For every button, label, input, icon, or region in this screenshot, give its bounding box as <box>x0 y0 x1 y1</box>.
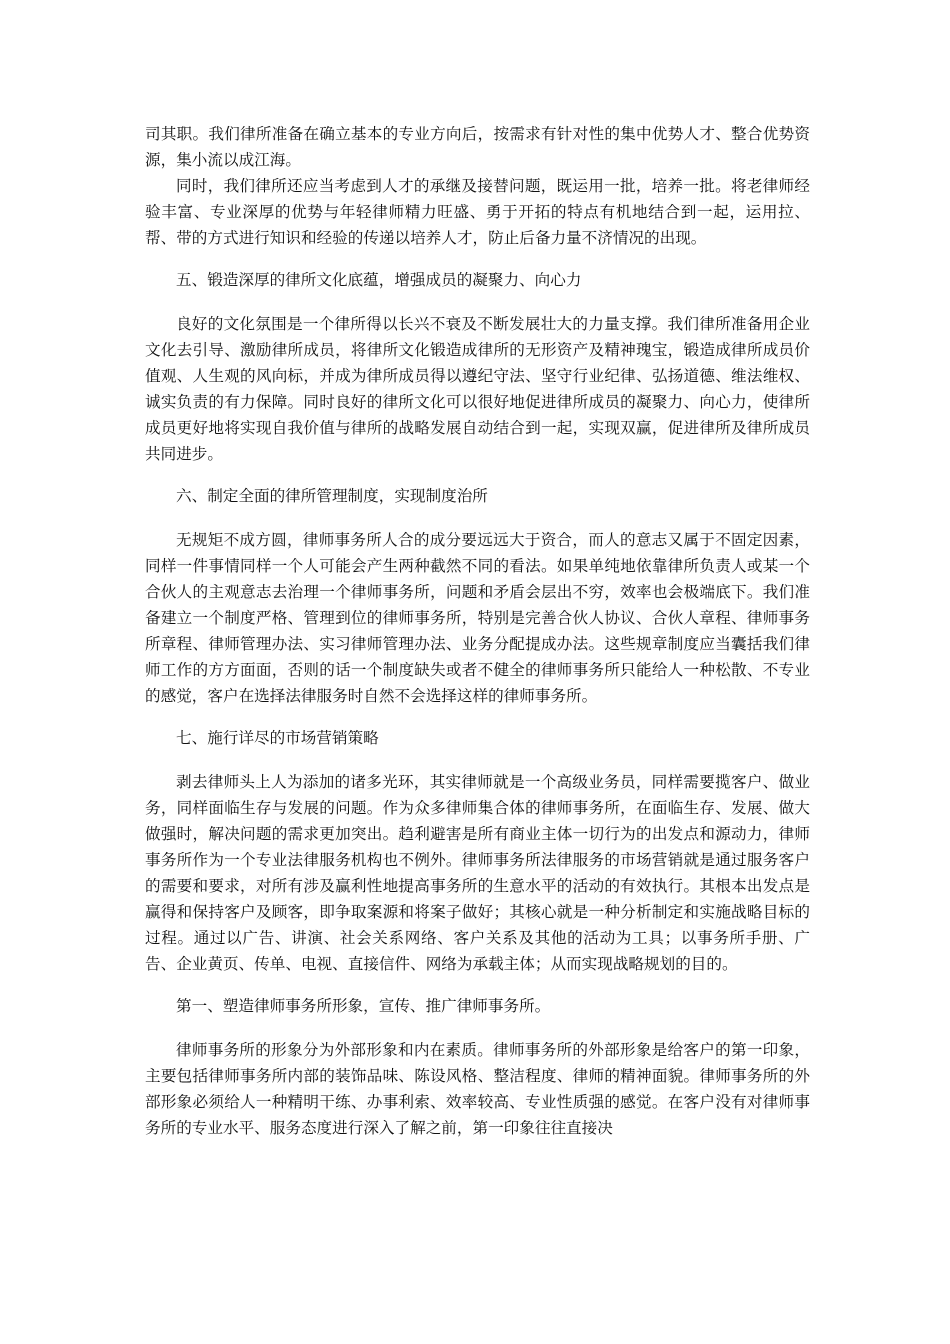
paragraph: 剥去律师头上人为添加的诸多光环，其实律师就是一个高级业务员，同样需要揽客户、做业务，同样面临生存与发展的问题。作为众多律师集合体的律师事务所，在面临生存、发展、做大做强时，解决问题的需求更加突出。趋利避害是所有商业主体一切行为的出发点和源动力，律师事务所作为一个专业法律服务机构也不例外。律师事务所法律服务的市场营销就是通过服务客户的需要和要求，对所有涉及赢利性地提高事务所的生意水平的活动的有效执行。其根本出发点是赢得和保持客户及顾客，即争取案源和将案子做好；其核心就是一种分析制定和实施战略目标的过程。通过以广告、讲演、社会关系网络、客户关系及其他的活动为工具；以事务所手册、广告、企业黄页、传单、电视、直接信件、网络为承载主体；从而实现战略规划的目的。 <box>145 773 810 973</box>
subsection-heading: 第一、塑造律师事务所形象，宣传、推广律师事务所。 <box>176 997 551 1015</box>
section-heading: 五、锻造深厚的律所文化底蕴，增强成员的凝聚力、向心力 <box>176 271 582 289</box>
document-page <box>145 121 810 1141</box>
section-heading: 六、制定全面的律所管理制度，实现制度治所 <box>176 487 488 505</box>
paragraph: 同时，我们律所还应当考虑到人才的承继及接替问题，既运用一批，培养一批。将老律师经验丰富、专业深厚的优势与年轻律师精力旺盛、勇于开拓的特点有机地结合到一起，运用拉、帮、带的方式进行知识和经验的传递以培养人才，防止后备力量不济情况的出现。 <box>145 177 810 247</box>
paragraph: 律师事务所的形象分为外部形象和内在素质。律师事务所的外部形象是给客户的第一印象，主要包括律师事务所内部的装饰品味、陈设风格、整洁程度、律师的精神面貌。律师事务所的外部形象必须给人一种精明干练、办事利索、效率较高、专业性质强的感觉。在客户没有对律师事务所的专业水平、服务态度进行深入了解之前，第一印象往往直接决 <box>145 1041 810 1137</box>
paragraph: 良好的文化氛围是一个律所得以长兴不衰及不断发展壮大的力量支撑。我们律所准备用企业文化去引导、激励律所成员，将律所文化锻造成律所的无形资产及精神瑰宝，锻造成律所成员价值观、人生观的风向标，并成为律所成员得以遵纪守法、坚守行业纪律、弘扬道德、维法维权、诚实负责的有力保障。同时良好的律所文化可以很好地促进律所成员的凝聚力、向心力，使律所成员更好地将实现自我价值与律所的战略发展自动结合到一起，实现双赢，促进律所及律所成员共同进步。 <box>145 315 810 463</box>
paragraph: 无规矩不成方圆，律师事务所人合的成分要远远大于资合，而人的意志又属于不固定因素，同样一件事情同样一个人可能会产生两种截然不同的看法。如果单纯地依靠律所负责人或某一个合伙人的主观意志去治理一个律师事务所，问题和矛盾会层出不穷，效率也会极端底下。我们准备建立一个制度严格、管理到位的律师事务所，特别是完善合伙人协议、合伙人章程、律师事务所章程、律师管理办法、实习律师管理办法、业务分配提成办法。这些规章制度应当囊括我们律师工作的方方面面，否则的话一个制度缺失或者不健全的律师事务所只能给人一种松散、不专业的感觉，客户在选择法律服务时自然不会选择这样的律师事务所。 <box>145 531 810 705</box>
section-heading: 七、施行详尽的市场营销策略 <box>176 729 379 747</box>
paragraph: 司其职。我们律所准备在确立基本的专业方向后，按需求有针对性的集中优势人才、整合优势资源，集小流以成江海。 <box>145 125 810 169</box>
